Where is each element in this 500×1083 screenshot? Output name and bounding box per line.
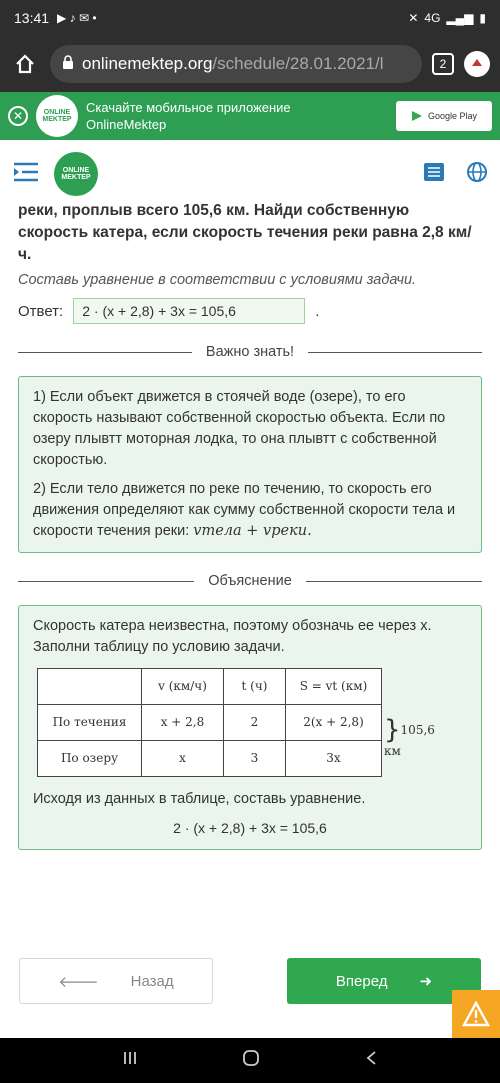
- table-row: [38, 705, 452, 741]
- clock: 13:41: [14, 10, 50, 26]
- logo-text-top: ONLINE: [43, 108, 71, 116]
- important-box: [18, 376, 482, 553]
- table-cell: x: [142, 741, 224, 777]
- sidebar-toggle-icon[interactable]: [12, 161, 40, 188]
- banner-line-2: OnlineMektep: [86, 117, 167, 132]
- table-header: v (км/ч): [142, 669, 224, 705]
- answer-row: [0, 288, 500, 324]
- arrow-right-icon: ➜: [419, 973, 433, 990]
- onlinemektep-logo: [36, 95, 78, 137]
- system-nav-bar: [0, 1038, 500, 1083]
- important-paragraph-1: 1) Если объект движется в стоячей воде (озере), то его скорость называют собственной скоростью объекта. Если по озеру плывтт моторная лодка, то она плывтт с собственной скоростью.: [33, 389, 446, 468]
- arrow-left-icon: 🡐: [58, 973, 99, 991]
- answer-input[interactable]: 2 · (x + 2,8) + 3x = 105,6: [73, 298, 305, 324]
- explanation-box: [18, 605, 482, 850]
- table-cell: 2: [224, 705, 286, 741]
- tabs-button[interactable]: 2: [432, 53, 454, 75]
- back-button[interactable]: [19, 958, 213, 1004]
- table-cell: 3x: [286, 741, 382, 777]
- table-header: [38, 669, 142, 705]
- battery-icon: ▮: [479, 11, 486, 25]
- google-play-button[interactable]: [396, 101, 492, 131]
- url-path: /schedule/28.01.2021/l: [212, 54, 384, 73]
- back-label: Назад: [130, 972, 174, 990]
- system-back-icon[interactable]: [364, 1050, 378, 1071]
- important-formula: vтела + vреки.: [193, 523, 312, 539]
- lesson-nav: [0, 956, 500, 1006]
- globe-icon[interactable]: [466, 161, 488, 188]
- table-spacer: [382, 669, 452, 705]
- explanation-outro: Исходя из данных в таблице, составь уравнение.: [33, 791, 366, 807]
- network-label: 4G: [424, 11, 441, 25]
- table-cell: 3: [224, 741, 286, 777]
- table-cell: x + 2,8: [142, 705, 224, 741]
- url-host: onlinemektep.org: [82, 54, 213, 73]
- notification-icons: ▶ ♪ ✉ •: [57, 11, 97, 25]
- table-cell: По течения: [38, 705, 142, 741]
- banner-line-1: Скачайте мобильное приложение: [86, 100, 291, 115]
- recent-apps-icon[interactable]: [122, 1050, 138, 1071]
- list-icon[interactable]: [424, 163, 444, 186]
- answer-label: Ответ:: [18, 302, 64, 320]
- lock-icon: [62, 54, 74, 74]
- brace-icon: }: [384, 714, 401, 745]
- browser-toolbar: [0, 36, 500, 92]
- important-title: Важно знать!: [205, 344, 295, 360]
- final-equation: 2 · (x + 2,8) + 3x = 105,6: [173, 820, 327, 836]
- table-cell: 2(x + 2,8): [286, 705, 382, 741]
- status-bar: [0, 0, 500, 36]
- banner-text: [86, 99, 388, 133]
- report-problem-button[interactable]: [452, 990, 500, 1038]
- lesson-content: [0, 196, 500, 940]
- total-cell: [382, 705, 452, 777]
- mute-icon: ✕: [408, 11, 419, 25]
- important-paragraph-2-text: 2) Если тело движется по реке по течению, то скорость его движения определяют как сумму собственной скорости тела и скорости течения реки:: [33, 481, 456, 539]
- signal-icon: ▂▄▆: [446, 11, 474, 25]
- next-label: Вперед: [335, 972, 388, 990]
- answer-tail: .: [315, 302, 320, 320]
- home-circle-icon[interactable]: [242, 1049, 260, 1072]
- app-banner: [0, 92, 500, 140]
- warning-icon: [462, 1001, 490, 1027]
- google-play-icon: [411, 110, 423, 122]
- logo-text-bottom: MEKTEP: [42, 116, 72, 123]
- google-play-label: Google Play: [427, 111, 478, 121]
- motion-table: [37, 668, 452, 777]
- logo-text-bottom: MEKTEP: [61, 174, 91, 181]
- table-header: S = vt (км): [286, 669, 382, 705]
- close-icon[interactable]: ✕: [8, 106, 28, 126]
- problem-text: реки, проплыв всего 105,6 км. Найди собственную скорость катера, если скорость течения реки равна 2,8 км/ч.: [18, 202, 472, 263]
- total-value: 105,6 км: [384, 722, 435, 758]
- instruction-text: Составь уравнение в соответствии с условиями задачи.: [18, 272, 417, 288]
- explanation-title: Объяснение: [208, 573, 292, 589]
- table-header: t (ч): [224, 669, 286, 705]
- table-cell: По озеру: [38, 741, 142, 777]
- browser-menu-icon[interactable]: [464, 51, 490, 77]
- onlinemektep-logo[interactable]: [54, 152, 98, 196]
- home-icon[interactable]: [10, 49, 40, 79]
- logo-text-top: ONLINE: [62, 166, 90, 174]
- address-bar[interactable]: [50, 45, 422, 83]
- important-paragraph-2: [33, 479, 467, 542]
- important-divider: [18, 344, 482, 360]
- explanation-divider: [18, 573, 482, 589]
- explanation-intro: Скорость катера неизвестна, поэтому обозначь ее через x. Заполни таблицу по условию задачи.: [33, 618, 432, 655]
